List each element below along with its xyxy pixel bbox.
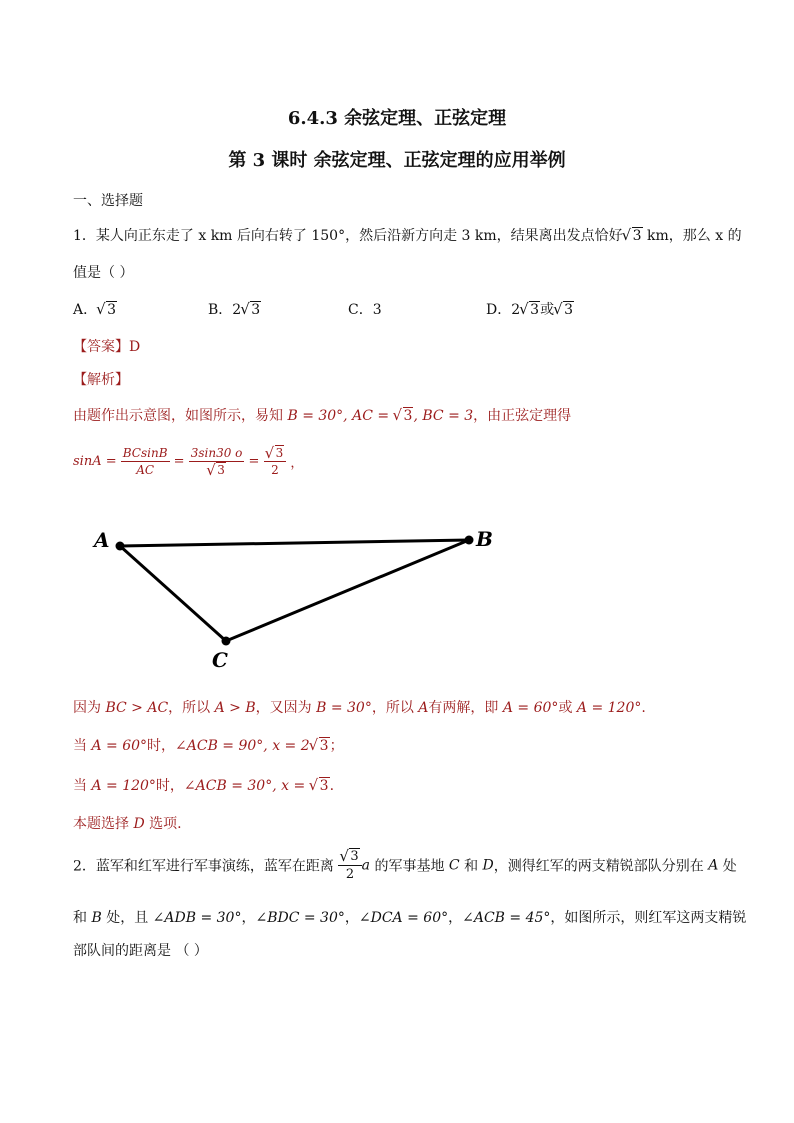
analysis-line4 — [73, 735, 344, 755]
page-subtitle: 第 3 课时 余弦定理、正弦定理的应用举例 — [228, 150, 566, 171]
l4-b: 时， — [147, 738, 176, 754]
eq-f3-den: 2 — [271, 463, 279, 477]
q2-stem-line1 — [73, 849, 737, 882]
l4-c: ； — [329, 738, 344, 754]
l3-m3: B = 30° — [316, 700, 372, 716]
q2-stem-a: 2．蓝军和红军进行军事演练，蓝军在距离 — [73, 858, 334, 875]
q1-option-b-label: B．2 — [208, 302, 242, 318]
q2-stem-line2 — [73, 907, 746, 927]
q2-fraction — [338, 849, 361, 882]
vertex-b-label: B — [476, 527, 493, 551]
eq-equals-1: = — [173, 454, 185, 469]
vertex-b-point — [465, 536, 474, 545]
analysis-l1-b: ，由正弦定理得 — [473, 408, 572, 424]
eq-f2-num: 3sin30 o — [190, 446, 243, 460]
q1-option-a-label: A． — [73, 302, 98, 318]
l5-c: . — [329, 778, 335, 794]
q2-m-c: C — [448, 857, 460, 874]
answer-label: 【答案】 — [73, 339, 129, 355]
q2-l2-c: ， — [241, 910, 256, 926]
vertex-c-label: C — [212, 648, 228, 672]
sqrt-symbol — [520, 302, 540, 318]
analysis-label: 【解析】 — [73, 372, 129, 388]
q2-l2-m1: ∠ADB = 30° — [152, 910, 242, 926]
triangle-figure — [80, 520, 520, 680]
l4-radicand: 3 — [319, 738, 329, 754]
q2-stem-d: ，测得红军的两支精锐部队分别在 — [493, 858, 709, 875]
q1-stem-line2: 值是（ ） — [73, 265, 134, 281]
l3-m5: A = 60° — [502, 700, 559, 716]
q2-frac-var: a — [361, 857, 370, 874]
l4-m1: A = 60° — [91, 738, 148, 754]
sine-law-equation — [73, 446, 303, 477]
side-bc — [226, 540, 469, 641]
q1-option-d-radicand-2: 3 — [564, 302, 573, 318]
l3-m1: BC > AC — [105, 700, 169, 716]
eq-fraction-1 — [121, 446, 170, 477]
sqrt-symbol — [207, 463, 226, 477]
l3-a: 因为 — [73, 700, 106, 716]
q2-l2-a: 和 — [73, 910, 92, 926]
q2-l2-mb: B — [91, 910, 102, 926]
sqrt-symbol — [266, 446, 285, 460]
l4-a: 当 — [73, 738, 92, 754]
answer-line — [73, 336, 140, 356]
q1-option-c: C．3 — [348, 302, 382, 318]
q2-l2-m4: ∠ACB = 45° — [462, 910, 551, 926]
section-heading: 一、选择题 — [73, 193, 143, 209]
analysis-line5 — [73, 775, 334, 795]
vertex-a-point — [116, 542, 125, 551]
analysis-l1-math: B = 30°, AC = — [287, 408, 394, 424]
eq-lhs: sinA = — [73, 454, 117, 469]
l3-m4: A — [418, 700, 429, 716]
eq-f3-num-radicand: 3 — [275, 446, 284, 460]
q2-stem-c: 和 — [459, 858, 483, 875]
eq-f1-den: AC — [136, 463, 155, 477]
vertex-c-point — [222, 637, 231, 646]
l3-g: . — [641, 700, 646, 716]
l3-e: 有两解，即 — [428, 700, 503, 716]
q2-m-d: D — [482, 857, 494, 874]
eq-equals-2: = — [248, 454, 260, 469]
sqrt-symbol — [554, 302, 574, 318]
page-title: 6.4.3 余弦定理、正弦定理 — [287, 108, 507, 129]
q1-option-d-label: D．2 — [486, 302, 521, 318]
q2-stem-b: 的军事基地 — [370, 858, 449, 875]
sqrt-symbol — [310, 778, 330, 794]
sqrt-symbol — [340, 849, 359, 864]
eq-f1-num: BCsinB — [122, 446, 168, 460]
q2-stem-e: 处 — [718, 858, 737, 875]
side-ac — [120, 546, 226, 641]
q1-option-b — [208, 299, 261, 319]
sqrt-symbol — [241, 302, 261, 318]
q1-stem-a: 1．某人向正东走了 x km 后向右转了 150°，然后沿新方向走 3 km，结果离出发点恰好 — [73, 228, 623, 244]
eq-fraction-3 — [264, 446, 287, 477]
q2-l2-f: ，如图所示，则红军这两支精锐 — [550, 910, 747, 926]
q2-l2-d: ， — [344, 910, 359, 926]
q2-frac-den: 2 — [345, 867, 355, 882]
l5-a: 当 — [73, 778, 92, 794]
l3-f: 或 — [558, 700, 577, 716]
l3-c: ，又因为 — [255, 700, 317, 716]
l5-b: 时， — [155, 778, 184, 794]
analysis-l1-radicand: 3 — [403, 408, 413, 424]
q1-stem-line1 — [73, 225, 742, 245]
q2-l2-m3: ∠DCA = 60° — [358, 910, 449, 926]
q1-option-a — [73, 299, 117, 319]
vertex-a-label: A — [94, 528, 110, 552]
q1-option-b-radicand: 3 — [251, 302, 261, 318]
l6-b: 选项. — [144, 816, 182, 832]
l3-d: ，所以 — [371, 700, 419, 716]
q2-stem-line3: 部队间的距离是 （ ） — [73, 943, 208, 959]
l3-m2: A > B — [214, 700, 256, 716]
q1-option-d-mid: 或 — [540, 302, 555, 318]
eq-end: ， — [290, 456, 304, 471]
analysis-line6 — [73, 813, 182, 833]
l3-m6: A = 120° — [576, 700, 642, 716]
q1-option-d — [486, 299, 574, 319]
q1-option-d-radicand-1: 3 — [530, 302, 540, 318]
q1-stem-radicand: 3 — [632, 228, 642, 244]
analysis-line1 — [73, 405, 571, 425]
side-ab — [120, 540, 469, 546]
eq-f2-den-radicand: 3 — [217, 463, 225, 477]
q1-stem-b: km，那么 x 的 — [642, 228, 742, 244]
q2-l2-m2: ∠BDC = 30° — [255, 910, 345, 926]
q1-option-a-radicand: 3 — [107, 302, 117, 318]
l6-a: 本题选择 — [73, 816, 134, 832]
sqrt-symbol — [623, 228, 643, 244]
l3-b: ，所以 — [168, 700, 215, 716]
q2-l2-e: ， — [448, 910, 463, 926]
l5-radicand: 3 — [319, 778, 329, 794]
sqrt-symbol — [97, 302, 117, 318]
q2-m-a: A — [708, 857, 719, 874]
eq-fraction-2 — [189, 446, 245, 477]
sqrt-symbol — [394, 408, 414, 424]
analysis-l1-a: 由题作出示意图，如图所示，易知 — [73, 408, 288, 424]
l5-m1: A = 120° — [91, 778, 156, 794]
analysis-line3 — [73, 697, 646, 717]
l4-m2: ∠ACB = 90°, x = 2 — [175, 738, 310, 754]
l5-m2: ∠ACB = 30°, x = — [183, 778, 310, 794]
answer-value: D — [129, 339, 141, 355]
q2-frac-radicand: 3 — [350, 849, 359, 864]
l6-m: D — [133, 816, 145, 832]
sqrt-symbol — [310, 738, 330, 754]
analysis-l1-math2: , BC = 3 — [413, 408, 474, 424]
q2-l2-b: 处，且 — [101, 910, 153, 926]
